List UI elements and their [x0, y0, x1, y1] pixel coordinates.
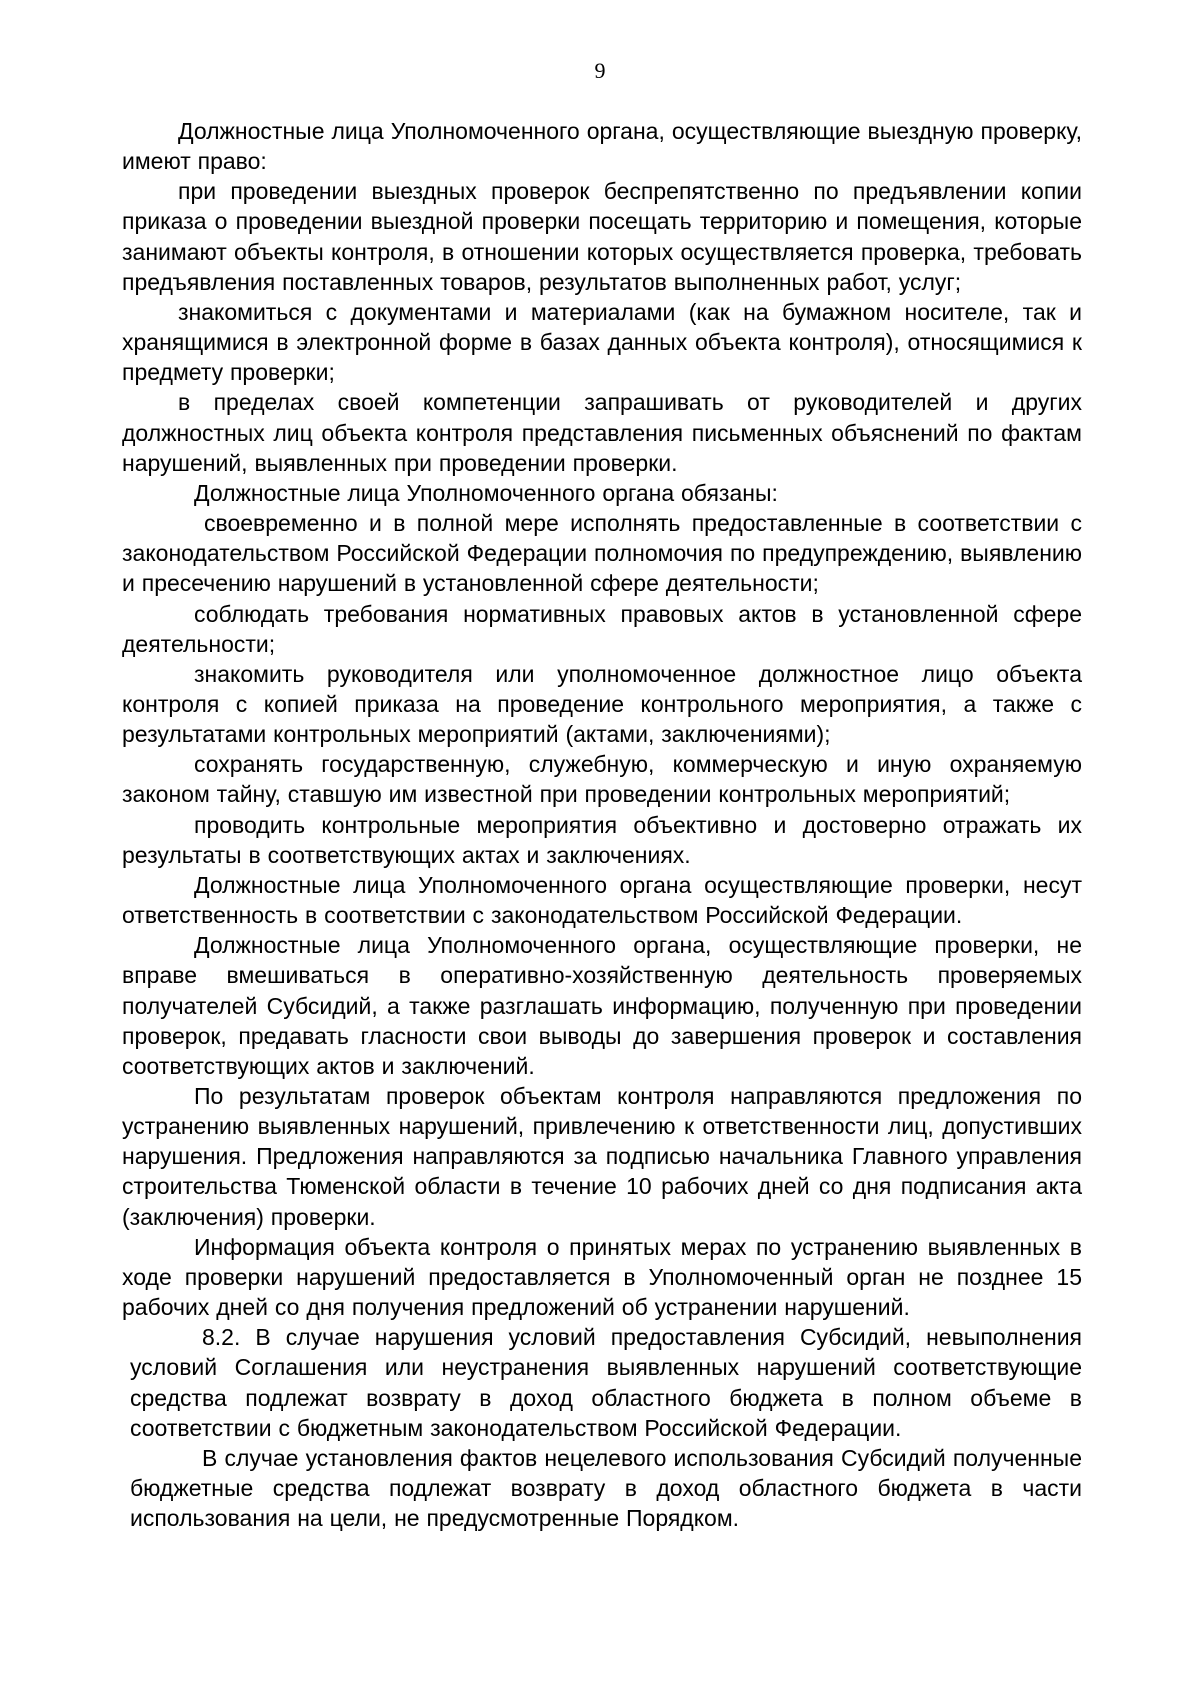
paragraph-duty-secrecy: сохранять государственную, служебную, коммерческую и иную охраняемую законом тайну, ставшую им известной при проведении контрольных мероприятий; [122, 751, 1082, 808]
page-number: 9 [594, 58, 606, 83]
paragraph-officials-responsibility: Должностные лица Уполномоченного органа осуществляющие проверки, несут ответственность в соответствии с законодательством Российской Федерации. [122, 871, 1082, 929]
paragraph-misuse-return: В случае установления фактов нецелевого использования Субсидий полученные бюджетные средства подлежат возврату в доход областного бюджета в части использования на цели, не предусмотренные Порядком. [130, 1444, 1082, 1532]
section-8-2 [122, 1322, 1082, 1533]
document-body [122, 116, 1082, 1533]
paragraph-duty-inform: знакомить руководителя или уполномоченное должностное лицо объекта контроля с копией приказа на проведение контрольного мероприятия, а также с результатами контрольных мероприятий (актами, заключениями); [122, 660, 1082, 748]
paragraph-inspection-results: По результатам проверок объектам контроля направляются предложения по устранению выявленных нарушений, привлечению к ответственности лиц, допустивших нарушения. Предложения направляются за подписью начальника Главного управления строительства Тюменской области в течение 10 рабочих дней со дня подписания акта (заключения) проверки. [122, 1083, 1082, 1230]
paragraph-right-documents: знакомиться с документами и материалами (как на бумажном носителе, так и хранящимися в электронной форме в базах данных объекта контроля), относящимися к предмету проверки; [122, 298, 1082, 386]
paragraph-duty-execute: своевременно и в полной мере исполнять предоставленные в соответствии с законодательством Российской Федерации полномочия по предупреждению, выявлению и пресечению нарушений в установленной сфере деятельности; [122, 510, 1082, 597]
paragraph-officials-duties: Должностные лица Уполномоченного органа обязаны: [194, 479, 778, 506]
paragraph-measures-info: Информация объекта контроля о принятых мерах по устранению выявленных в ходе проверки нарушений предоставляется в Уполномоченный орган не позднее 15 рабочих дней со дня получения предложений об устранении нарушений. [122, 1233, 1082, 1321]
paragraph-right-request: в пределах своей компетенции запрашивать от руководителей и других должностных лиц объекта контроля представления письменных объяснений по фактам нарушений, выявленных при проведении проверки. [122, 389, 1082, 476]
paragraph-officials-rights: Должностные лица Уполномоченного органа, осуществляющие выездную проверку, имеют право: [122, 118, 1082, 175]
paragraph-8-2: 8.2. В случае нарушения условий предоставления Субсидий, невыполнения условий Соглашения или неустранения выявленных нарушений соответствующие средства подлежат возврату в доход областного бюджета в полном объеме в соответствии с бюджетным законодательством Российской Федерации. [130, 1324, 1082, 1441]
paragraph-duty-objective: проводить контрольные мероприятия объективно и достоверно отражать их результаты в соответствующих актах и заключениях. [122, 811, 1082, 868]
paragraph-right-visit: при проведении выездных проверок беспрепятственно по предъявлении копии приказа о проведении выездной проверки посещать территорию и помещения, которые занимают объекты контроля, в отношении которых осуществляется проверка, требовать предъявления поставленных товаров, результатов выполненных работ, услуг; [122, 178, 1082, 295]
paragraph-officials-restrictions: Должностные лица Уполномоченного органа, осуществляющие проверки, не вправе вмешиваться в оперативно-хозяйственную деятельность проверяемых получателей Субсидий, а также разглашать информацию, полученную при проведении проверок, предавать гласности свои выводы до завершения проверок и составления соответствующих актов и заключений. [122, 932, 1082, 1079]
paragraph-duty-comply: соблюдать требования нормативных правовых актов в установленной сфере деятельности; [122, 600, 1082, 657]
